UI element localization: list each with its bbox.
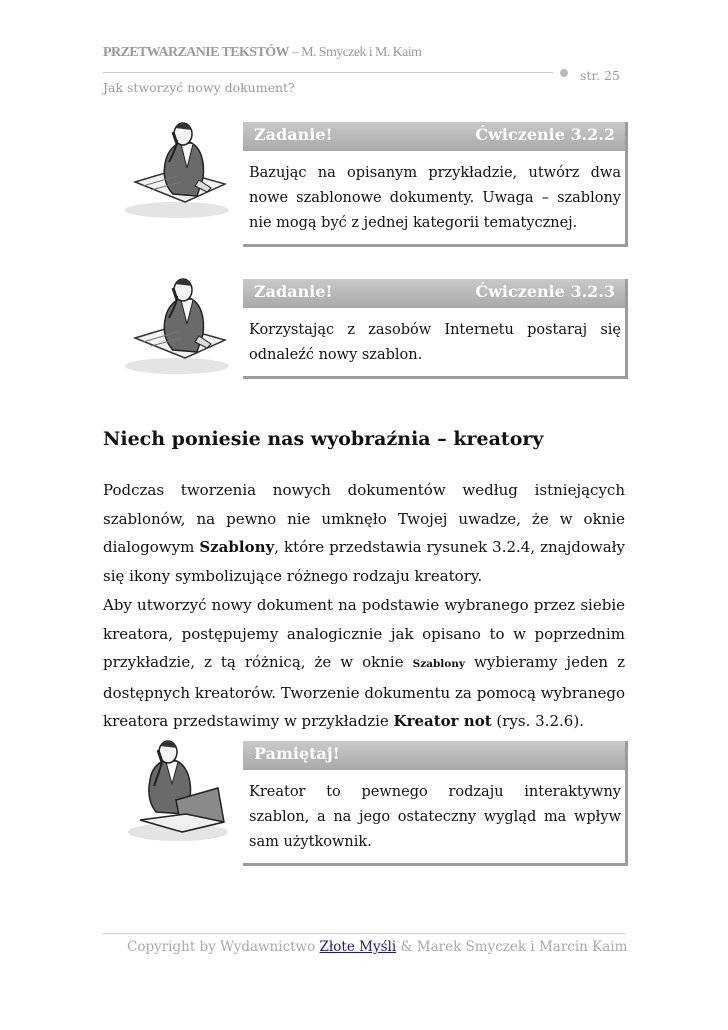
footer-text: Copyright by Wydawnictwo [127,939,320,955]
paragraph-text: Aby utworzyć nowy dokument na podstawie wybranego przez siebie kreatora, postępujemy analogicznie jak opisano to w poprzednim przykładzie, z tą różnicą, że w oknie [103,596,625,671]
task-box-header [243,279,625,311]
bold-term: Szablony [412,658,466,670]
reminder-text: Kreator to pewnego rodzaju interaktywny szablon, a na jego ostateczny wygląd ma wpływ sam użytkownik. [249,784,621,850]
header-chapter: Jak stworzyć nowy dokument? [103,80,295,95]
task-box-header [243,122,625,154]
footer-divider [103,933,625,934]
task-text: Bazując na opisanym przykładzie, utwórz dwa nowe szablonowe dokumenty. Uwaga – szablony nie mogą być z jednej kategorii tematycznej. [249,165,621,231]
man-on-phone-icon [115,278,235,378]
bullet-icon [560,69,568,77]
footer-text: & Marek Smyczek i Marcin Kaim [396,939,628,955]
bold-term: Kreator not [393,712,492,730]
paragraph-1 [103,476,625,590]
man-on-phone-icon [115,122,235,222]
paragraph-text: Podczas tworzenia nowych dokumentów według istniejących szablonów, na pewno nie umknęło Twojej uwadze, że w oknie dialogowym [103,481,625,556]
reminder-box [243,741,628,866]
header-divider [103,72,553,73]
publisher-link[interactable]: Złote Myśli [319,939,397,955]
task-label: Zadanie! [254,282,333,301]
page-number: str. 25 [580,68,620,83]
paragraph-text: , które przedstawia rysunek 3.2.4, znajdowały się ikony symbolizujące różnego rodzaju kreatory. [103,538,625,585]
header-authors: – M. Smyczek i M. Kaim [288,45,422,60]
reminder-box-header [243,741,625,773]
header-book-title: PRZETWARZANIE TEKSTÓW [103,45,289,60]
exercise-number: Ćwiczenie 3.2.2 [475,125,615,144]
paragraph-2 [103,591,625,736]
bold-term: Szablony [199,538,275,556]
section-heading: Niech poniesie nas wyobraźnia – kreatory [103,428,544,450]
task-label: Zadanie! [254,125,333,144]
running-header-title [103,45,421,61]
task-box-3-2-2 [243,122,628,247]
man-with-laptop-icon [120,740,235,845]
reminder-label: Pamiętaj! [254,744,340,763]
paragraph-text: wybieramy jeden z dostępnych kreatorów. Tworzenie dokumentu za pomocą wybranego kreatora przedstawimy w przykładzie [103,653,625,730]
task-box-3-2-3 [243,279,628,379]
task-text: Korzystając z zasobów Internetu postaraj się odnaleźć nowy szablon. [249,322,621,363]
exercise-number: Ćwiczenie 3.2.3 [475,282,615,301]
paragraph-text: (rys. 3.2.6). [491,712,584,730]
footer-copyright [127,939,627,955]
